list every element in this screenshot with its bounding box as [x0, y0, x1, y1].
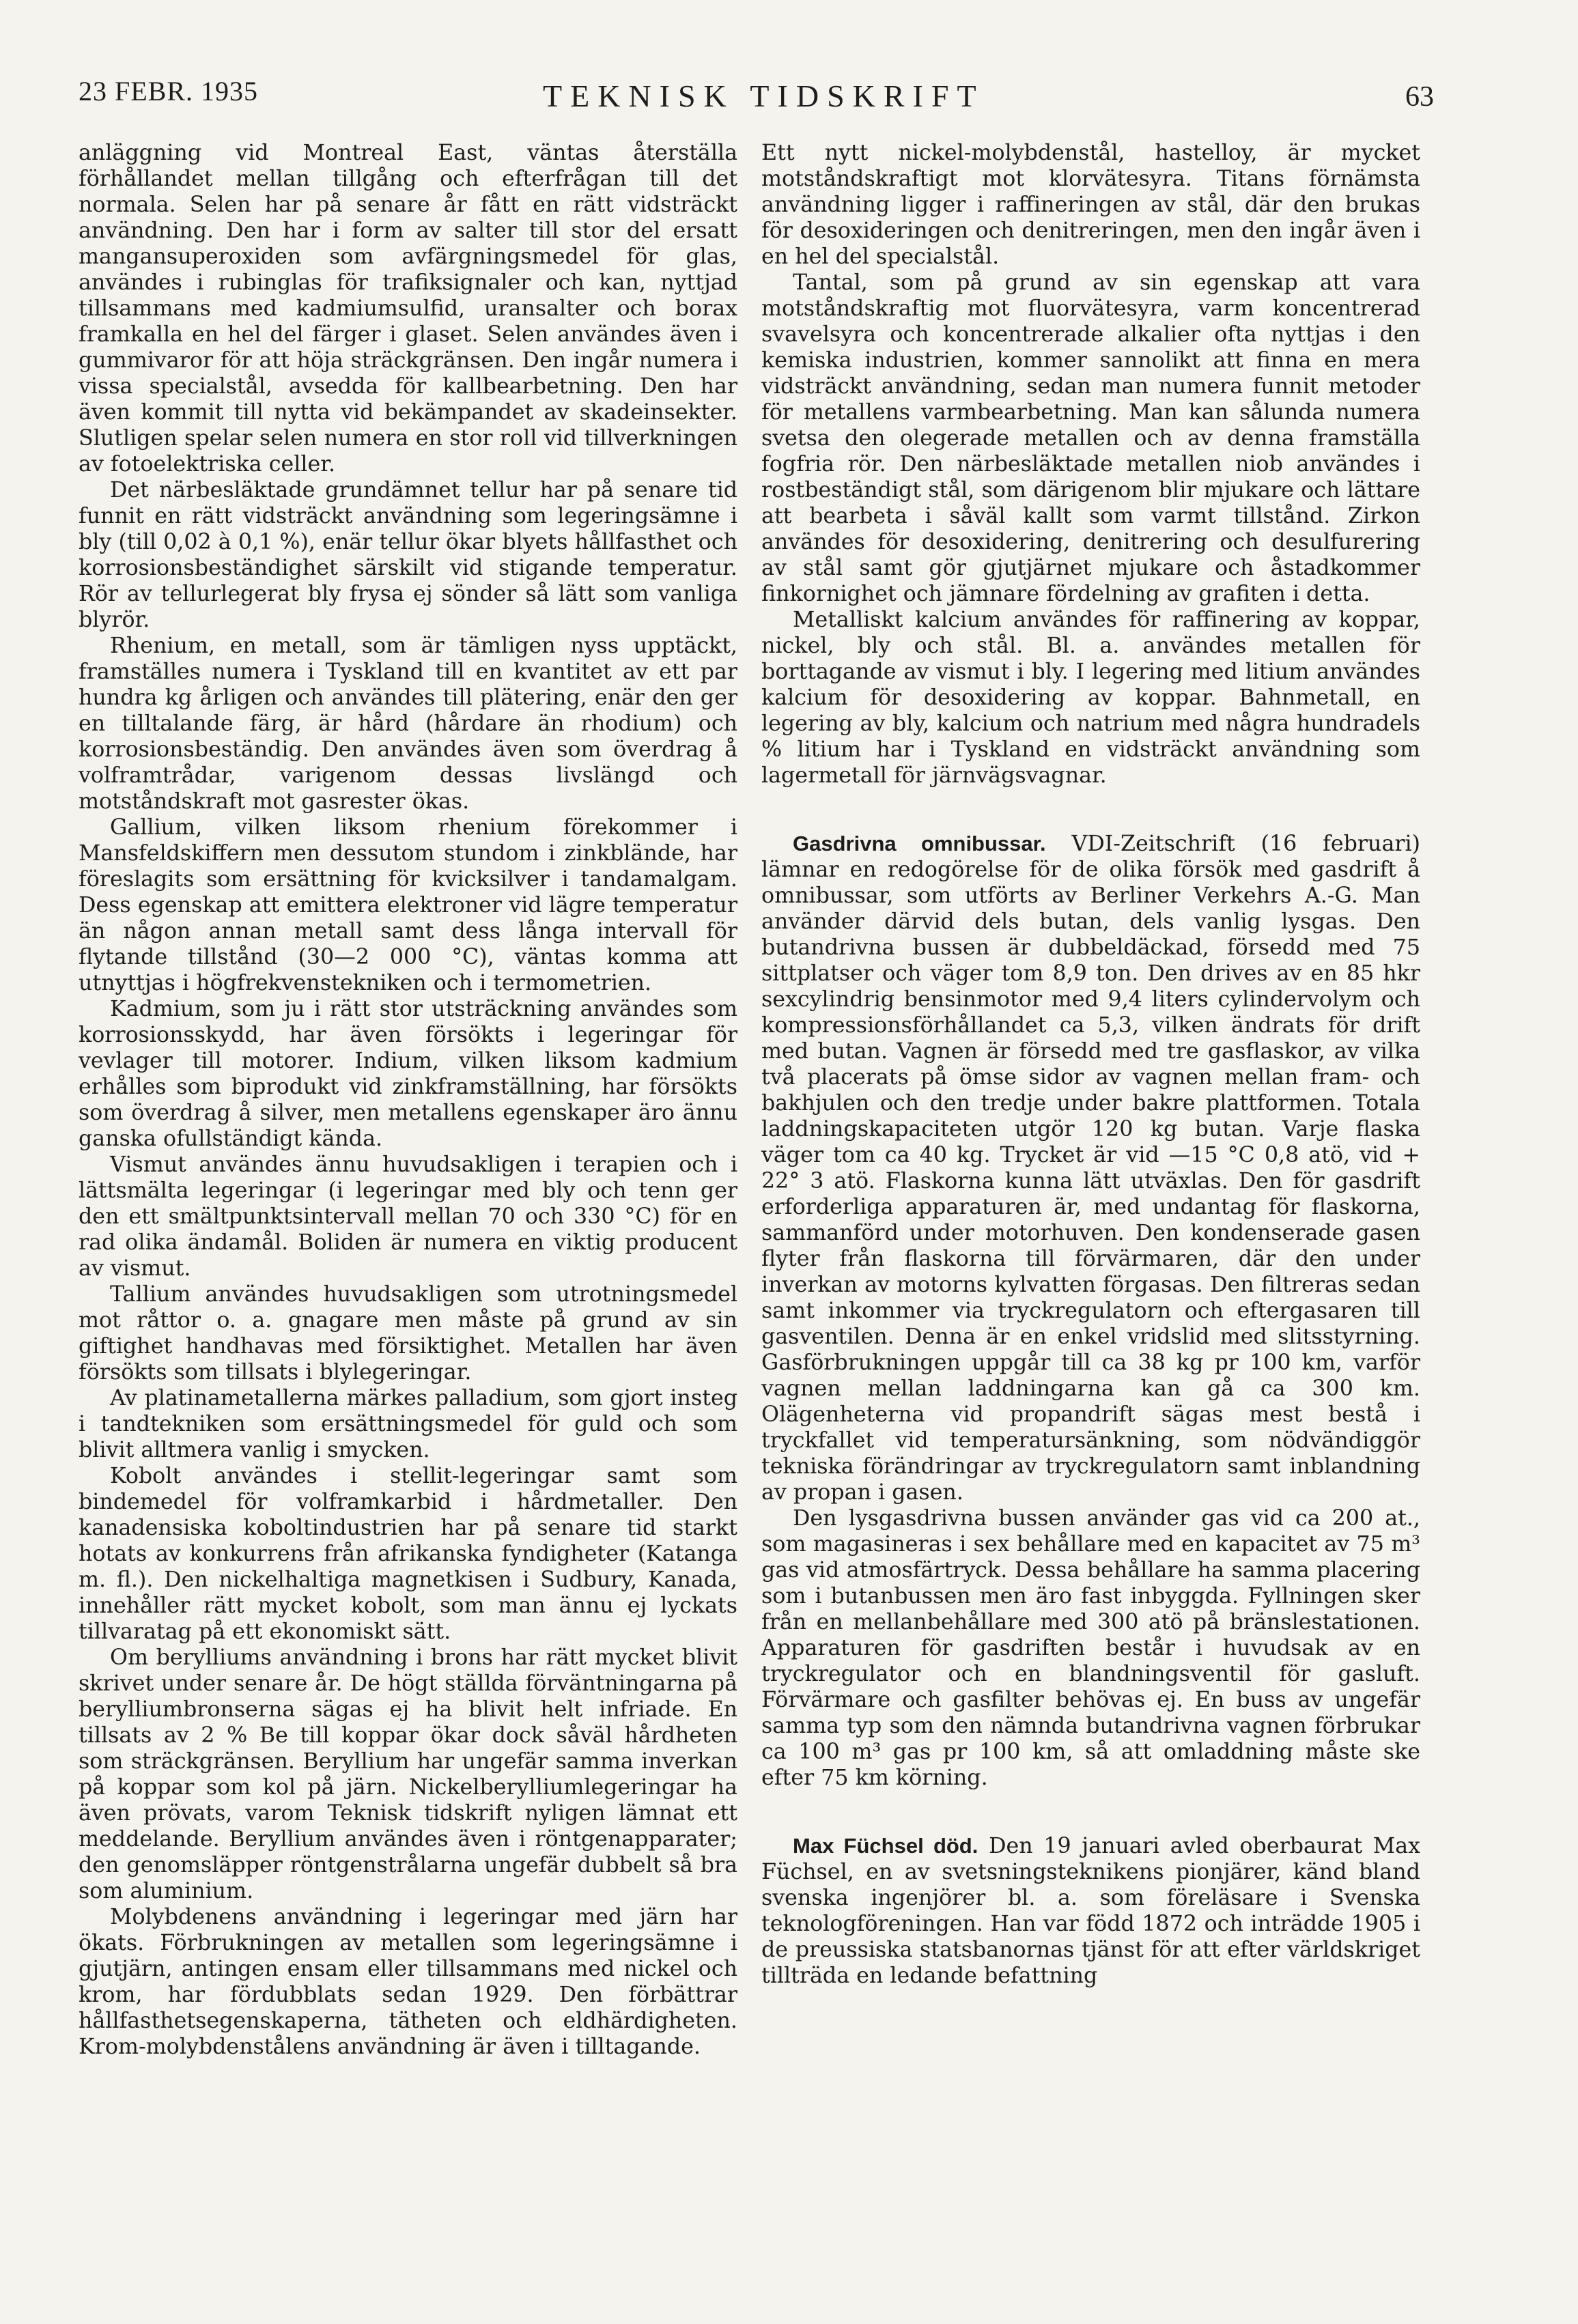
left-column	[79, 140, 737, 2060]
paragraph: Gallium, vilken liksom rhenium förekommer i Mansfeldskiffern men dessutom stundom i zinkblände, har föreslagits som ersättning för kvicksilver i tandamalgam. Dess egenskap att emittera elektroner vid lägre temperatur än någon annan metall samt dess långa intervall för flytande tillstånd (30—2 000 °C), väntas komma att utnyttjas i högfrekvenstekniken och i termometrien.	[79, 815, 737, 995]
paragraph: anläggning vid Montreal East, väntas återställa förhållandet mellan tillgång och efterfrågan till det normala. Selen har på senare år fått en rätt vidsträckt användning. Den har i form av salter till stor del ersatt mangansuperoxiden som avfärgningsmedel för glas, användes i rubinglas för trafiksignaler och kan, nyttjad tillsammans med kadmiumsulfid, uransalter och borax framkalla en hel del färger i glaset. Selen användes även i gummivaror för att höja sträckgränsen. Den ingår numera i vissa specialstål, avsedda för kallbearbetning. Den har även kommit till nytta vid bekämpandet av skadeinsekter. Slutligen spelar selen numera en stor roll vid tillverkningen av fotoelektriska celler.	[79, 141, 737, 477]
paragraph: Vismut användes ännu huvudsakligen i terapien och i lättsmälta legeringar (i legeringar med bly och tenn ger den ett smältpunktsintervall mellan 70 och 330 °C) för en rad olika ändamål. Boliden är numera en viktig producent av vismut.	[79, 1152, 737, 1281]
page-number: 63	[1405, 81, 1434, 113]
gas-bus-article	[761, 831, 1420, 1505]
article-body: Den 19 januari avled oberbaurat Max Füchsel, en av svetsningsteknikens pionjärer, känd bland svenska ingenjörer bl. a. som föreläsare i Svenska teknologföreningen. Han var född 1872 och inträdde 1905 i de preussiska statsbanornas tjänst för att efter världskriget tillträda en ledande befattning	[761, 1834, 1421, 1988]
issue-date: 23 FEBR. 1935	[79, 76, 259, 107]
paragraph: Kadmium, som ju i rätt stor utsträckning användes som korrosionsskydd, har även försökts i legeringar för vevlager till motorer. Indium, vilken liksom kadmium erhålles som biprodukt vid zinkframställning, har försökts som överdrag å silver, men metallens egenskaper äro ännu ganska ofullständigt kända.	[79, 997, 737, 1151]
paragraph: Molybdenens användning i legeringar med järn har ökats. Förbrukningen av metallen som legeringsämne i gjutjärn, antingen ensam eller tillsammans med nickel och krom, har fördubblats sedan 1929. Den förbättrar hållfasthetsegenskaperna, tätheten och eldhärdigheten. Krom-molybdenstålens användning är även i tilltagande.	[79, 1905, 737, 2059]
paragraph: Den lysgasdrivna bussen använder gas vid ca 200 at., som magasineras i sex behållare med en kapacitet av 75 m³ gas vid atmosfärtryck. Dessa behållare ha samma placering som i butanbussen men äro fast inbyggda. Fyllningen sker från en mellanbehållare med 300 atö på bränslestationen. Apparaturen för gasdriften består i huvudsak av en tryckregulator och en blandningsventil för gasluft. Förvärmare och gasfilter behövas ej. En buss av ungefär samma typ som den nämnda butandrivna vagnen förbrukar ca 100 m³ gas pr 100 km, så att omladdning måste ske efter 75 km körning.	[761, 1506, 1420, 1790]
journal-title: TEKNISK TIDSKRIFT	[543, 79, 985, 113]
right-column	[761, 140, 1420, 1989]
article-lead: VDI-Zeitschrift (16 februari) lämnar en redogörelse för de olika försök med gasdrift å omnibussar, som utförts av Berliner Verkehrs A.-G. Man använder därvid dels butan, dels vanlig lysgas. Den butandrivna bussen är dubbeldäckad, försedd med 75 sittplatser och väger tom 8,9 ton. Den drives av en 85 hkr sexcylindrig bensinmotor med 9,4 liters cylindervolym och kompressionsförhållandet ca 5,3, vilken ändrats för drift med butan. Vagnen är försedd med tre gasflaskor, av vilka två placerats på ömse sidor av vagnen mellan fram- och bakhjulen och den tredje under bakre plattformen. Totala laddningskapaciteten utgör 120 kg butan. Varje flaska väger tom ca 40 kg. Trycket är vid —15 °C 0,8 atö, vid + 22° 3 atö. Flaskorna kunna lätt utväxlas. Den för gasdrift erforderliga apparaturen är, med undantag för flaskorna, sammanförd under motorhuven. Den kondenserade gasen flyter från flaskorna till förvärmaren, där den under inverkan av motorns kylvatten förgasas. Den filtreras sedan samt inkommer via tryckregulatorn och eftergasaren till gasventilen. Denna är en enkel vridslid med slitsstyrning. Gasförbrukningen uppgår till ca 38 kg pr 100 km, varför vagnen mellan laddningarna kan gå ca 300 km. Olägenheterna vid propandrift sägas mest bestå i tryckfallet vid temperatursänkning, som nödvändiggör tekniska förändringar av tryckregulatorn samt inblandning av propan i gasen.	[761, 832, 1420, 1505]
paragraph: Tantal, som på grund av sin egenskap att vara motståndskraftig mot fluorvätesyra, varm koncentrerad svavelsyra och koncentrerade alkalier ofta nyttjas i den kemiska industrien, kommer sannolikt att finna en mera vidsträckt användning, sedan man numera funnit metoder för metallens varmbearbetning. Man kan sålunda numera svetsa den olegerade metallen och av denna framställa fogfria rör. Den närbesläktade metallen niob användes i rostbeständigt stål, som därigenom blir mjukare och lättare att bearbeta i såväl kallt som varmt tillstånd. Zirkon användes för desoxidering, denitrering och desulfurering av stål samt gör gjutjärnet mjukare och åstadkommer finkornighet och jämnare fördelning av grafiten i detta.	[761, 270, 1420, 606]
obituary-article	[761, 1833, 1420, 1989]
paragraph: Det närbesläktade grundämnet tellur har på senare tid funnit en rätt vidsträckt användning som legeringsämne i bly (till 0,02 à 0,1 %), enär tellur ökar blyets hållfasthet och korrosionsbeständighet särskilt vid stigande temperatur. Rör av tellurlegerat bly frysa ej sönder så lätt som vanliga blyrör.	[79, 478, 737, 632]
paragraph: Metalliskt kalcium användes för raffinering av koppar, nickel, bly och stål. Bl. a. användes metallen för borttagande av vismut i bly. I legering med litium användes kalcium för desoxidering av koppar. Bahnmetall, en legering av bly, kalcium och natrium med några hundradels % litium har i Tyskland en vidsträckt användning som lagermetall för järnvägsvagnar.	[761, 608, 1420, 788]
paragraph: Av platinametallerna märkes palladium, som gjort insteg i tandtekniken som ersättningsmedel för guld och som blivit alltmera vanlig i smycken.	[79, 1386, 737, 1462]
paragraph: Rhenium, en metall, som är tämligen nyss upptäckt, framställes numera i Tyskland till en kvantitet av ett par hundra kg årligen och användes till plätering, enär den ger en tilltalande färg, är hård (hårdare än rhodium) och korrosionsbeständig. Den användes även som överdrag å volframtrådar, varigenom dessas livslängd och motståndskraft mot gasrester ökas.	[79, 634, 737, 814]
paragraph: Kobolt användes i stellit-legeringar samt som bindemedel för volframkarbid i hårdmetaller. Den kanadensiska koboltindustrien har på senare tid starkt hotats av konkurrens från afrikanska fyndigheter (Katanga m. fl.). Den nickelhaltiga magnetkisen i Sudbury, Kanada, innehåller rätt mycket kobolt, som man ännu ej lyckats tillvaratag på ett ekonomiskt sätt.	[79, 1464, 737, 1644]
paragraph: Om berylliums användning i brons har rätt mycket blivit skrivet under senare år. De högt ställda förväntningarna på berylliumbronserna sägas ej ha blivit helt infriade. En tillsats av 2 % Be till koppar ökar dock såväl hårdheten som sträckgränsen. Beryllium har ungefär samma inverkan på koppar som kol på järn. Nickelberylliumlegeringar ha även prövats, varom Teknisk tidskrift nyligen lämnat ett meddelande. Beryllium användes även i röntgenapparater; den genomsläpper röntgenstrålarna ungefär dubbelt så bra som aluminium.	[79, 1645, 737, 1903]
article-heading: Max Füchsel död.	[793, 1834, 978, 1858]
article-heading: Gasdrivna omnibussar.	[793, 832, 1046, 855]
page-header	[79, 75, 1434, 123]
paragraph: Ett nytt nickel-molybdenstål, hastelloy, är mycket motståndskraftigt mot klorvätesyra. Titans förnämsta användning ligger i raffineringen av stål, där den brukas för desoxideringen och denitreringen, men den ingår även i en hel del specialstål.	[761, 141, 1420, 269]
paragraph: Tallium användes huvudsakligen som utrotningsmedel mot råttor o. a. gnagare men måste på grund av sin giftighet handhavas med försiktighet. Metallen har även försökts som tillsats i blylegeringar.	[79, 1282, 737, 1385]
